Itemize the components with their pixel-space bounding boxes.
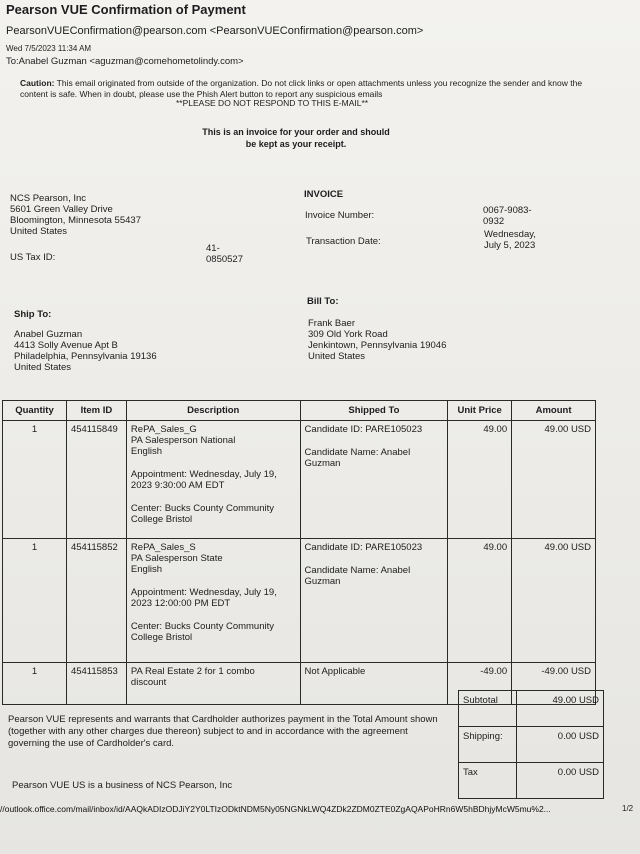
print-url[interactable]: //outlook.office.com/mail/inbox/id/AAQkADIzODJiY2Y0LTIzODktNDM5Ny05NGNkLWQ4ZDk2ZDM0ZTE0ZgAQAPoHRn6W5hBDhjyMcW5mu%2... bbox=[0, 804, 551, 814]
col-quantity: Quantity bbox=[3, 401, 67, 421]
col-shipped-to: Shipped To bbox=[300, 401, 448, 421]
seller-line: Bloomington, Minnesota 55437 bbox=[10, 215, 141, 226]
seller-line: 5601 Green Valley Drive bbox=[10, 204, 113, 215]
tax-id-label: US Tax ID: bbox=[10, 252, 56, 263]
ship-to-address: Anabel Guzman 4413 Solly Avenue Apt B Philadelphia, Pennsylvania 19136 United States bbox=[14, 329, 157, 373]
tax-value: 0.00 USD bbox=[516, 763, 603, 799]
warranty-text: Pearson VUE represents and warrants that Cardholder authorizes payment in the Total Amount shown (together with any other charges due thereon) subject to and in accordance with the agreement governing the use of Cardholder's card. bbox=[8, 714, 438, 749]
col-amount: Amount bbox=[512, 401, 596, 421]
cell-qty: 1 bbox=[3, 421, 67, 539]
shipping-value: 0.00 USD bbox=[516, 727, 603, 763]
subtotal-row bbox=[459, 691, 604, 727]
table-row bbox=[3, 539, 596, 663]
transaction-date-value: Wednesday, July 5, 2023 bbox=[484, 229, 536, 251]
invoice-heading: INVOICE bbox=[304, 189, 344, 200]
cell-qty: 1 bbox=[3, 663, 67, 705]
email-date: Wed 7/5/2023 11:34 AM bbox=[6, 44, 92, 53]
col-unit-price: Unit Price bbox=[448, 401, 512, 421]
transaction-date-label: Transaction Date: bbox=[306, 236, 381, 247]
cell-item-id: 454115849 bbox=[66, 421, 126, 539]
warranty-section bbox=[2, 706, 458, 806]
table-row bbox=[3, 421, 596, 539]
cell-item-id: 454115852 bbox=[66, 539, 126, 663]
email-from[interactable]: PearsonVUEConfirmation@pearson.com <PearsonVUEConfirmation@pearson.com> bbox=[6, 25, 424, 37]
invoice-items-table bbox=[2, 400, 596, 705]
email-to[interactable]: To:Anabel Guzman <aguzman@comehometolindy.com> bbox=[6, 56, 244, 67]
col-description: Description bbox=[126, 401, 300, 421]
cell-shipped-to: Candidate ID: PARE105023 Candidate Name: Anabel Guzman bbox=[300, 421, 448, 539]
cell-shipped-to: Candidate ID: PARE105023 Candidate Name: Anabel Guzman bbox=[300, 539, 448, 663]
bill-to-address: Frank Baer 309 Old York Road Jenkintown, Pennsylvania 19046 United States bbox=[308, 318, 447, 362]
shipping-label: Shipping: bbox=[459, 727, 517, 763]
seller-line: NCS Pearson, Inc bbox=[10, 193, 87, 204]
totals-table bbox=[458, 690, 604, 799]
subtotal-label: Subtotal bbox=[459, 691, 517, 727]
invoice-number-label: Invoice Number: bbox=[305, 210, 375, 221]
cell-qty: 1 bbox=[3, 539, 67, 663]
cell-item-id: 454115853 bbox=[66, 663, 126, 705]
cell-amount: 49.00 USD bbox=[512, 421, 596, 539]
caution-label: Caution: bbox=[20, 78, 55, 88]
seller-address bbox=[10, 193, 141, 237]
invoice-note: This is an invoice for your order and should be kept as your receipt. bbox=[202, 127, 390, 149]
no-reply-notice: **PLEASE DO NOT RESPOND TO THIS E-MAIL** bbox=[176, 98, 369, 108]
bill-to-heading: Bill To: bbox=[307, 296, 339, 307]
business-note: Pearson VUE US is a business of NCS Pearson, Inc bbox=[12, 780, 233, 791]
cell-unit-price: 49.00 bbox=[448, 539, 512, 663]
tax-id-value: 41- 0850527 bbox=[206, 243, 243, 265]
cell-shipped-to: Not Applicable bbox=[300, 663, 448, 705]
table-header-row bbox=[3, 401, 596, 421]
tax-row bbox=[459, 763, 604, 799]
cell-description: RePA_Sales_G PA Salesperson National English Appointment: Wednesday, July 19, 2023 9:30:00 AM EDT Center: Bucks County Community College Bristol bbox=[126, 421, 300, 539]
email-subject: Pearson VUE Confirmation of Payment bbox=[6, 2, 246, 17]
cell-unit-price: -49.00 bbox=[448, 663, 512, 705]
caution-text: This email originated from outside of the organization. Do not click links or open attachments unless you recognize the sender and know the content is safe. When in doubt, please use the Phish Alert button to report any suspicious emails bbox=[20, 78, 583, 99]
cell-amount: -49.00 USD bbox=[512, 663, 596, 705]
ship-to-heading: Ship To: bbox=[14, 309, 52, 320]
caution-banner bbox=[20, 78, 600, 100]
invoice-number-value: 0067-9083- 0932 bbox=[483, 205, 532, 227]
cell-unit-price: 49.00 bbox=[448, 421, 512, 539]
subtotal-value: 49.00 USD bbox=[516, 691, 603, 727]
cell-amount: 49.00 USD bbox=[512, 539, 596, 663]
seller-line: United States bbox=[10, 226, 68, 237]
cell-description: RePA_Sales_S PA Salesperson State English Appointment: Wednesday, July 19, 2023 12:00:00 PM EDT Center: Bucks County Community College Bristol bbox=[126, 539, 300, 663]
shipping-row bbox=[459, 727, 604, 763]
col-item-id: Item ID bbox=[66, 401, 126, 421]
page-number: 1/2 bbox=[622, 804, 634, 813]
cell-description: PA Real Estate 2 for 1 combo discount bbox=[126, 663, 300, 705]
tax-label: Tax bbox=[459, 763, 517, 799]
